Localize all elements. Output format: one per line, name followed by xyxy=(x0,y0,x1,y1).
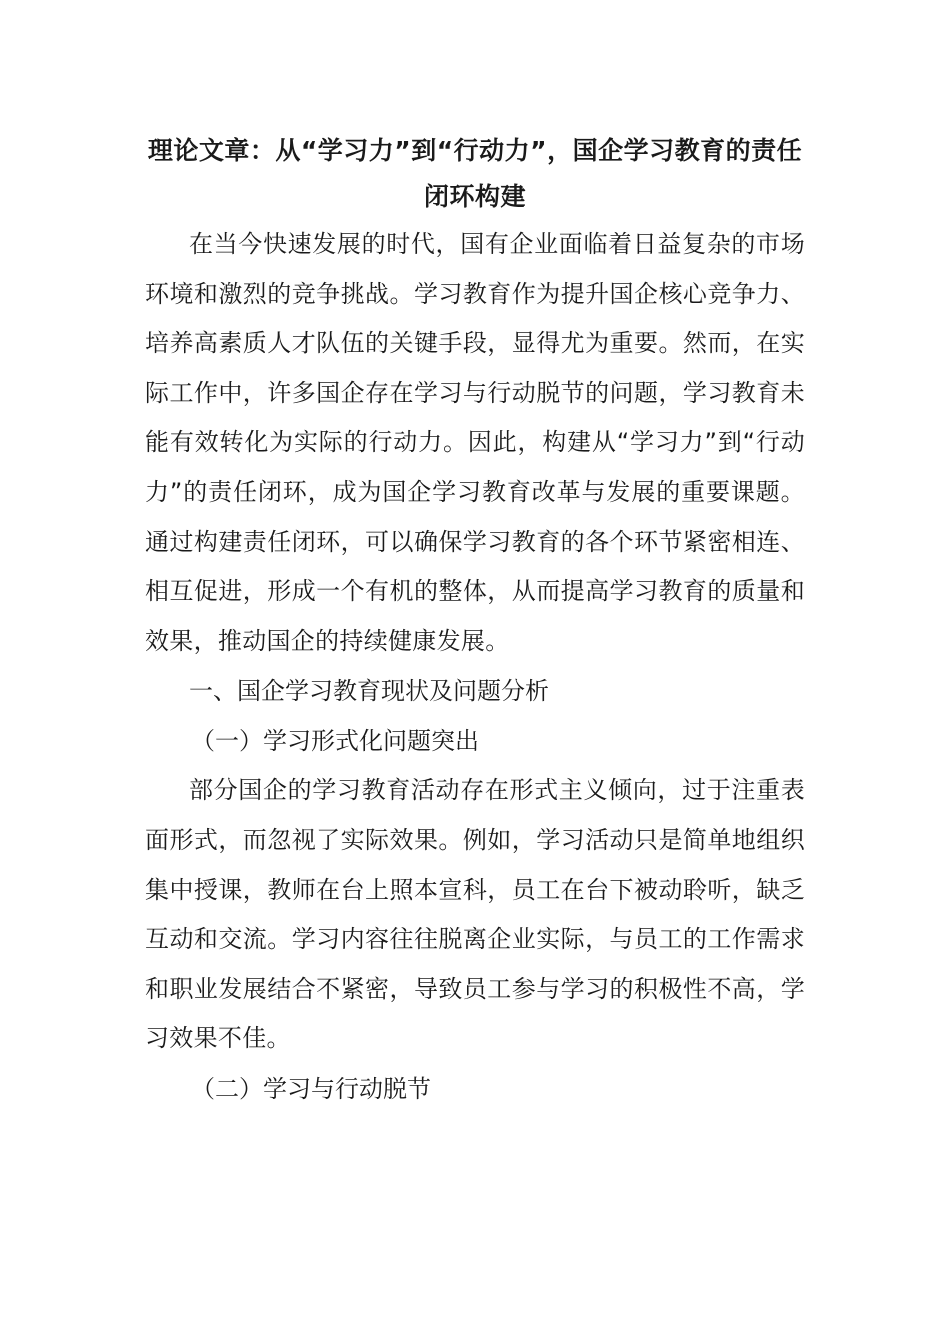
subsection-heading-2: （二）学习与行动脱节 xyxy=(191,1074,431,1103)
section-heading-1: 一、国企学习教育现状及问题分析 xyxy=(189,677,549,706)
document-title: 理论文章：从“学习力”到“行动力”，国企学习教育的责任闭环构建 xyxy=(147,136,803,211)
intro-paragraph: 在当今快速发展的时代，国有企业面临着日益复杂的市场环境和激烈的竞争挑战。学习教育作为提升国企核心竞争力、培养高素质人才队伍的关键手段，显得尤为重要。然而，在实际工作中，许多国企存在学习与行动脱节的问题，学习教育未能有效转化为实际的行动力。因此，构建从“学习力”到“行动力”的责任闭环，成为国企学习教育改革与发展的重要课题。通过构建责任闭环，可以确保学习教育的各个环节紧密相连、相互促进，形成一个有机的整体，从而提高学习教育的质量和效果，推动国企的持续健康发展。 xyxy=(145,230,805,655)
document-page xyxy=(145,128,805,1114)
subsection-heading-1: （一）学习形式化问题突出 xyxy=(191,727,479,756)
subsection-paragraph-1: 部分国企的学习教育活动存在形式主义倾向，过于注重表面形式，而忽视了实际效果。例如，学习活动只是简单地组织集中授课，教师在台上照本宣科，员工在台下被动聆听，缺乏互动和交流。学习内容往往脱离企业实际，与员工的工作需求和职业发展结合不紧密，导致员工参与学习的积极性不高，学习效果不佳。 xyxy=(145,776,805,1053)
